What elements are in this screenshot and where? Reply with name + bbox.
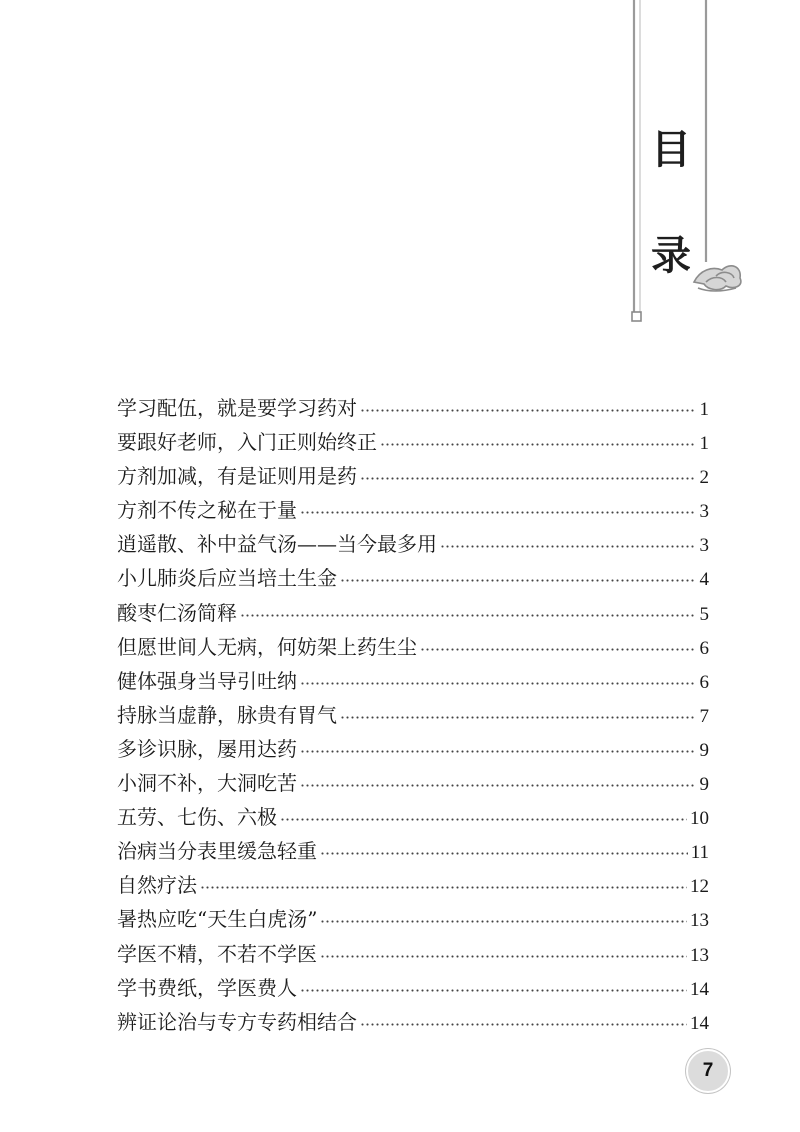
header-decoration <box>0 0 800 400</box>
toc-entry[interactable] <box>117 835 709 869</box>
toc-entry-title: 逍遥散、补中益气汤——当今最多用 <box>117 532 437 557</box>
page-number-badge: 7 <box>686 1049 730 1093</box>
toc-entry-title: 但愿世间人无病，何妨架上药生尘 <box>117 634 417 659</box>
toc-leader-dots <box>420 647 696 652</box>
toc-leader-dots <box>360 476 696 481</box>
toc-entry-title: 小儿肺炎后应当培土生金 <box>117 566 337 591</box>
toc-entry[interactable] <box>117 665 709 699</box>
toc-entry-title: 方剂加减，有是证则用是药 <box>117 464 357 489</box>
toc-entry-title: 五劳、七伤、六极 <box>117 805 277 830</box>
toc-leader-dots <box>240 613 696 618</box>
toc-entry[interactable] <box>117 392 709 426</box>
toc-entry[interactable] <box>117 528 709 562</box>
toc-leader-dots <box>320 919 687 924</box>
toc-entry-page: 10 <box>690 808 709 830</box>
toc-entry-title: 暑热应吃“天生白虎汤” <box>117 907 318 932</box>
toc-entry[interactable] <box>117 972 709 1006</box>
toc-entry-page: 1 <box>699 399 709 420</box>
toc-leader-dots <box>280 817 687 822</box>
cloud-ornament-icon <box>694 266 741 291</box>
toc-entry-title: 健体强身当导引吐纳 <box>117 668 297 693</box>
toc-leader-dots <box>340 578 696 583</box>
toc-entry-title: 方剂不传之秘在于量 <box>117 498 297 523</box>
toc-entry[interactable] <box>117 562 709 596</box>
toc-heading-char: 目 <box>651 126 691 173</box>
toc-leader-dots <box>300 681 696 686</box>
toc-entry-page: 3 <box>699 501 709 523</box>
toc-entry-title: 辨证论治与专方专药相结合 <box>117 1009 357 1034</box>
toc-entry-title: 持脉当虚静，脉贵有胃气 <box>117 702 337 727</box>
toc-entry[interactable] <box>117 494 709 528</box>
toc-leader-dots <box>320 851 688 856</box>
toc-leader-dots <box>340 715 696 720</box>
toc-heading-char: 录 <box>651 232 691 279</box>
toc-entry[interactable] <box>117 869 709 903</box>
toc-leader-dots <box>380 442 696 447</box>
toc-entry-page: 6 <box>699 637 709 659</box>
toc-entry-page: 7 <box>699 705 709 727</box>
toc-entry[interactable] <box>117 903 709 937</box>
toc-entry[interactable] <box>117 1006 709 1040</box>
toc-entry-page: 5 <box>699 603 709 625</box>
toc-leader-dots <box>320 954 687 959</box>
toc-entry-title: 自然疗法 <box>117 873 197 898</box>
toc-entry[interactable] <box>117 426 709 460</box>
toc-entry-title: 小洞不补，大洞吃苦 <box>117 771 297 796</box>
toc-entry-title: 酸枣仁汤简释 <box>117 600 237 625</box>
toc-entry-title: 多诊识脉，屡用达药 <box>117 736 297 761</box>
toc-leader-dots <box>200 885 687 890</box>
toc-entry-page: 13 <box>690 944 709 966</box>
toc-entry-page: 14 <box>690 978 709 1000</box>
toc-leader-dots <box>360 1022 687 1027</box>
toc-entry-page: 11 <box>690 842 709 864</box>
toc-entry-page: 9 <box>699 739 709 761</box>
toc-entry[interactable] <box>117 631 709 665</box>
toc-entry-page: 12 <box>690 876 709 898</box>
toc-leader-dots <box>300 749 696 754</box>
toc-entry[interactable] <box>117 938 709 972</box>
toc-entry[interactable] <box>117 699 709 733</box>
toc-entry-title: 治病当分表里缓急轻重 <box>117 839 317 864</box>
toc-entry[interactable] <box>117 733 709 767</box>
toc-leader-dots <box>440 544 696 549</box>
toc-entry-page: 9 <box>699 774 709 796</box>
toc-entry[interactable] <box>117 801 709 835</box>
toc-entry-title: 学书费纸，学医费人 <box>117 975 297 1000</box>
toc-entry-page: 4 <box>699 569 709 591</box>
toc-entry-title: 要跟好老师，入门正则始终正 <box>117 430 377 455</box>
toc-entry-page: 1 <box>699 433 709 455</box>
toc-entry-page: 2 <box>699 467 709 489</box>
toc-entry[interactable] <box>117 460 709 494</box>
table-of-contents <box>117 392 709 1040</box>
toc-leader-dots <box>300 783 696 788</box>
toc-entry[interactable] <box>117 767 709 801</box>
toc-leader-dots <box>300 510 696 515</box>
toc-entry-page: 13 <box>690 910 709 932</box>
toc-entry[interactable] <box>117 597 709 631</box>
toc-entry-title: 学习配伍，就是要学习药对 <box>117 396 357 420</box>
toc-entry-page: 6 <box>699 671 709 693</box>
toc-leader-dots <box>300 988 687 993</box>
toc-entry-title: 学医不精，不若不学医 <box>117 941 317 966</box>
toc-entry-page: 14 <box>690 1012 709 1034</box>
toc-leader-dots <box>360 408 696 413</box>
toc-entry-page: 3 <box>699 535 709 557</box>
